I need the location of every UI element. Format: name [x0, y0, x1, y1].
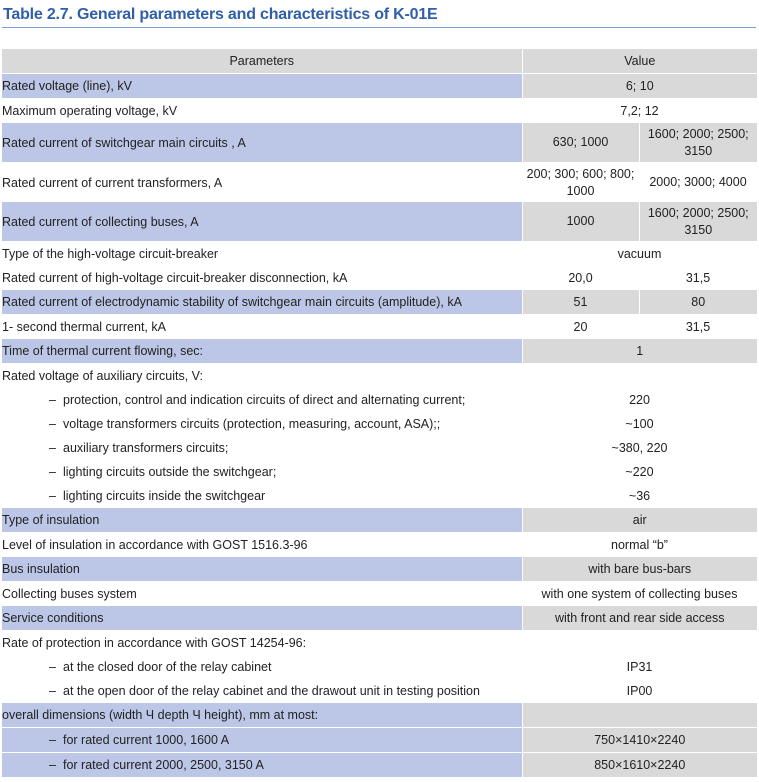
row-label — [2, 412, 522, 436]
row-value-2: 80 — [639, 290, 757, 315]
row-value: vacuum — [617, 246, 662, 261]
row-value-2: 31,5 — [685, 270, 711, 285]
table-row — [2, 703, 757, 728]
list-dash: – — [49, 393, 56, 407]
row-value — [522, 364, 757, 389]
row-label-text: lighting circuits outside the switchgear; — [63, 465, 277, 479]
table-row — [2, 436, 757, 460]
row-value — [522, 703, 757, 728]
table-row — [2, 753, 757, 778]
table-row — [2, 364, 757, 389]
list-dash: – — [49, 684, 56, 698]
row-label: Rated voltage of auxiliary circuits, V: — [2, 369, 204, 383]
row-value: 220 — [629, 392, 650, 407]
row-label-text: at the open door of the relay cabinet and the drawout unit in testing position — [63, 684, 480, 698]
table-row — [2, 99, 757, 124]
table-row — [2, 557, 757, 582]
list-dash: – — [49, 417, 56, 431]
row-value: ~220 — [625, 464, 654, 479]
row-label: Rated current of high-voltage circuit-breaker disconnection, kA — [2, 271, 348, 285]
row-label-text: protection, control and indication circuits of direct and alternating current; — [63, 393, 466, 407]
row-label: Rated current of collecting buses, A — [2, 202, 522, 242]
row-label: Rated voltage (line), kV — [2, 74, 522, 99]
row-label: Bus insulation — [2, 557, 522, 582]
row-label: Time of thermal current flowing, sec: — [2, 339, 522, 364]
row-label: Rated current of current transformers, A — [2, 175, 223, 190]
row-value: ~36 — [628, 488, 651, 503]
table-row — [2, 533, 757, 558]
row-label: Rate of protection in accordance with GOST 14254-96: — [2, 636, 307, 650]
table-row — [2, 290, 757, 315]
parameters-table — [2, 49, 757, 778]
header-value: Value — [522, 49, 757, 74]
row-label: Service conditions — [2, 606, 522, 631]
table-header-row — [2, 49, 757, 74]
row-value: IP31 — [626, 659, 653, 674]
row-value-1: 630; 1000 — [522, 123, 639, 163]
row-value: 6; 10 — [522, 74, 757, 99]
row-value: with bare bus-bars — [522, 557, 757, 582]
row-value — [522, 631, 757, 656]
list-dash: – — [49, 441, 56, 455]
table-row — [2, 388, 757, 412]
row-label — [2, 484, 522, 508]
row-value-1: 51 — [522, 290, 639, 315]
row-label-text: voltage transformers circuits (protection, measuring, account, ASA);; — [63, 417, 441, 431]
row-value: 750×1410×2240 — [522, 728, 757, 753]
row-value: with front and rear side access — [522, 606, 757, 631]
row-value: 850×1610×2240 — [522, 753, 757, 778]
row-value-2: 31,5 — [685, 319, 711, 334]
table-row — [2, 631, 757, 656]
list-dash: – — [49, 489, 56, 503]
row-label: Level of insulation in accordance with GOST 1516.3-96 — [2, 538, 308, 552]
table-row — [2, 315, 757, 340]
row-label-text: lighting circuits inside the switchgear — [63, 489, 266, 503]
table-row — [2, 202, 757, 242]
table-row — [2, 679, 757, 703]
list-dash: – — [49, 660, 56, 674]
row-label — [2, 460, 522, 484]
row-value: normal “b” — [611, 537, 668, 552]
row-value: with one system of collecting buses — [541, 586, 738, 601]
row-label-text: auxiliary transformers circuits; — [63, 441, 229, 455]
row-label — [2, 753, 522, 778]
row-label — [2, 655, 522, 679]
table-row — [2, 460, 757, 484]
row-label: Maximum operating voltage, kV — [2, 104, 178, 118]
table-row — [2, 242, 757, 267]
row-label — [2, 679, 522, 703]
row-value-2: 1600; 2000; 2500; 3150 — [639, 202, 757, 242]
table-row — [2, 163, 757, 203]
table-row — [2, 582, 757, 607]
table-row — [2, 484, 757, 508]
table-row — [2, 123, 757, 163]
table-row — [2, 508, 757, 533]
row-label — [2, 728, 522, 753]
row-value: 7,2; 12 — [620, 103, 659, 118]
row-value-1: 1000 — [522, 202, 639, 242]
row-label: Rated current of electrodynamic stability of switchgear main circuits (amplitude), kA — [2, 290, 522, 315]
row-label: Collecting buses system — [2, 587, 137, 601]
table-row — [2, 606, 757, 631]
row-value: air — [522, 508, 757, 533]
row-value-1: 200; 300; 600; 800; 1000 — [526, 166, 635, 198]
row-value-1: 20 — [573, 319, 588, 334]
row-value: 1 — [522, 339, 757, 364]
list-dash: – — [49, 465, 56, 479]
row-label — [2, 388, 522, 412]
table-row — [2, 655, 757, 679]
row-label: Type of insulation — [2, 508, 522, 533]
row-value-2: 1600; 2000; 2500; 3150 — [639, 123, 757, 163]
row-label: Type of the high-voltage circuit-breaker — [2, 247, 219, 261]
row-label: Rated current of switchgear main circuits , A — [2, 123, 522, 163]
list-dash: – — [49, 733, 56, 747]
row-label-text: for rated current 1000, 1600 A — [63, 733, 230, 747]
row-value-2: 2000; 3000; 4000 — [649, 175, 747, 189]
title-divider — [2, 27, 756, 28]
table-row — [2, 728, 757, 753]
row-label — [2, 436, 522, 460]
header-parameters: Parameters — [2, 49, 522, 74]
row-value: IP00 — [626, 683, 653, 698]
row-value: ~380, 220 — [611, 440, 668, 455]
table-row — [2, 339, 757, 364]
table-title: Table 2.7. General parameters and characteristics of K-01E — [3, 6, 438, 23]
table-row — [2, 412, 757, 436]
row-label-text: for rated current 2000, 2500, 3150 A — [63, 758, 264, 772]
table-row — [2, 74, 757, 99]
row-value: ~100 — [625, 416, 654, 431]
row-label-text: at the closed door of the relay cabinet — [63, 660, 272, 674]
list-dash: – — [49, 758, 56, 772]
row-value-1: 20,0 — [568, 270, 593, 285]
table-row — [2, 266, 757, 290]
row-label: overall dimensions (width Ч depth Ч height), mm at most: — [2, 703, 522, 728]
row-label: 1- second thermal current, kA — [2, 320, 166, 334]
